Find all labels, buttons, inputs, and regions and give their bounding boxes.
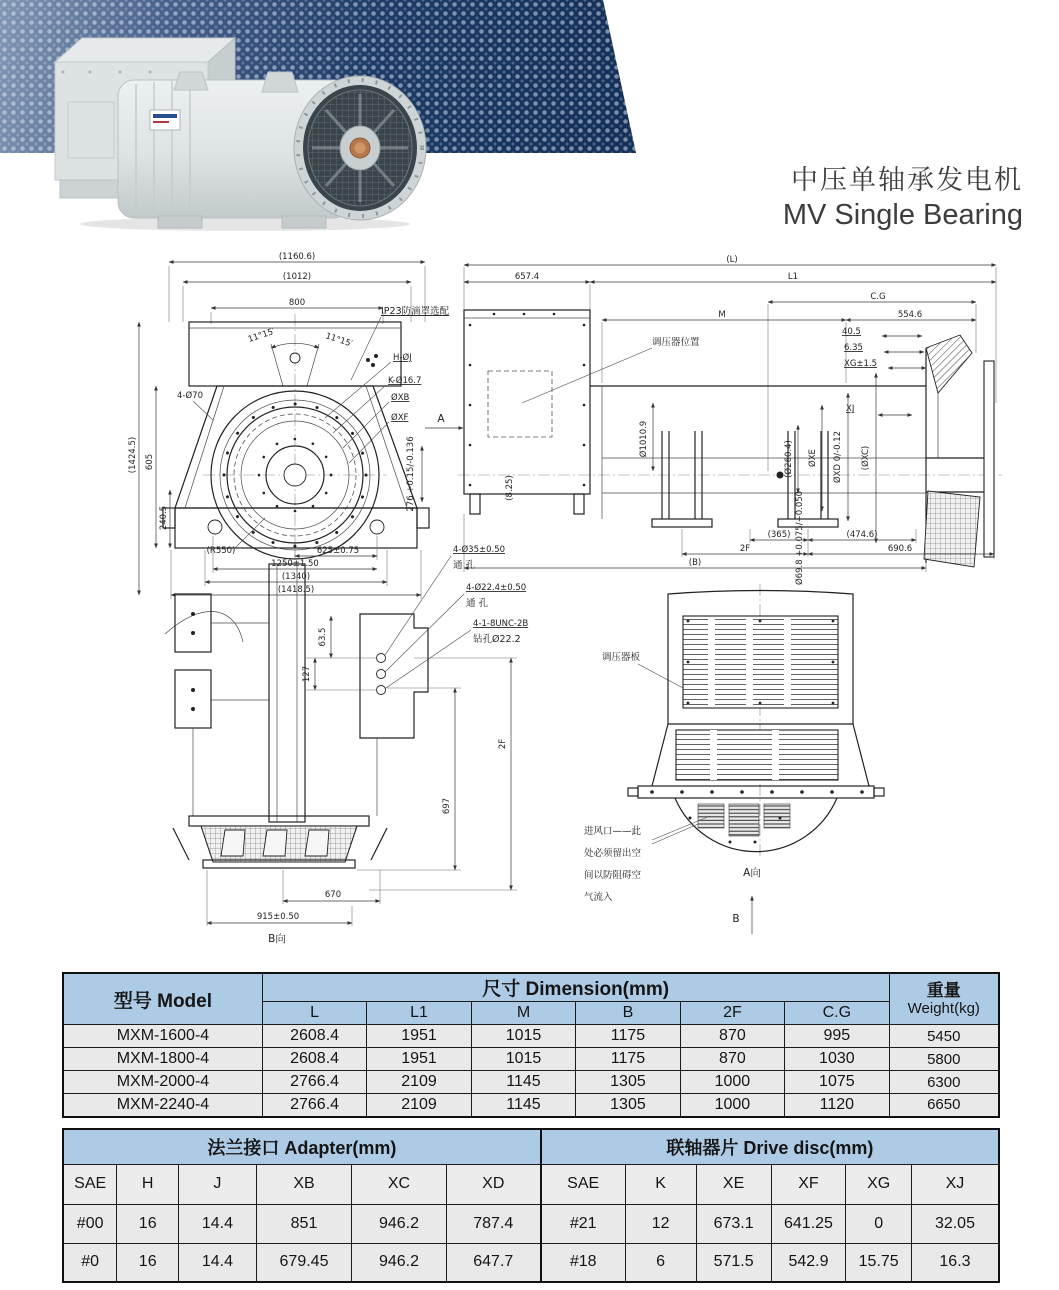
- column-header: J: [179, 1164, 257, 1204]
- table-cell: 1000: [680, 1071, 784, 1094]
- column-header: SAE: [541, 1164, 625, 1204]
- dim-label: (Ø260.4): [784, 440, 794, 478]
- weight-cell: 6650: [889, 1094, 999, 1117]
- dim-label: Ø69.8 +0.075/+0.050: [795, 490, 805, 585]
- dim-label: L1: [787, 272, 799, 282]
- column-header: XB: [256, 1164, 351, 1204]
- column-header: XD: [446, 1164, 541, 1204]
- dim-label: (1012): [282, 272, 312, 282]
- regulator-grille: [683, 616, 838, 708]
- table-row: [63, 1243, 999, 1282]
- adapter-group-header: 法兰接口 Adapter(mm): [63, 1129, 541, 1164]
- note-label: 气流入: [584, 892, 613, 903]
- cg-mark: [777, 472, 784, 479]
- column-header: L: [262, 1002, 366, 1025]
- dim-label: 657.4: [514, 272, 540, 282]
- column-header: SAE: [63, 1164, 117, 1204]
- table-row: [63, 1071, 999, 1094]
- adapter-section: [926, 335, 972, 393]
- dim-label: 276 +0.15/-0.136: [406, 436, 416, 512]
- table-cell: 6: [625, 1243, 696, 1282]
- lifting-lug: [262, 72, 298, 92]
- dim-label: 4-Ø35±0.50: [453, 545, 506, 555]
- dimension-group-header: 尺寸 Dimension(mm): [262, 973, 889, 1002]
- column-header: XJ: [911, 1164, 999, 1204]
- table-cell: 1120: [785, 1094, 889, 1117]
- table-cell: 851: [256, 1204, 351, 1243]
- model-cell: MXM-2240-4: [63, 1094, 262, 1117]
- dim-label: 915±0.50: [256, 912, 300, 922]
- table-cell: 12: [625, 1204, 696, 1243]
- dim-label: 2F: [498, 738, 508, 750]
- table-cell: #21: [541, 1204, 625, 1243]
- angle-label: 11°15′: [246, 326, 277, 345]
- note-label: 调压器板: [602, 652, 641, 663]
- dim-label: 800: [288, 298, 306, 308]
- dim-label: ØXE: [808, 449, 818, 467]
- table-cell: 946.2: [352, 1243, 447, 1282]
- table-cell: 641.25: [771, 1204, 846, 1243]
- column-header: XE: [696, 1164, 771, 1204]
- table-cell: 1030: [785, 1048, 889, 1071]
- dim-label: C.G: [870, 292, 886, 302]
- dim-label: Ø1010.9: [639, 420, 649, 458]
- dim-label: 通 孔: [466, 598, 489, 609]
- table-cell: 571.5: [696, 1243, 771, 1282]
- dim-label: 63.5: [318, 627, 328, 647]
- note-label: 进风口——此: [584, 826, 642, 837]
- drive-disc: [984, 361, 994, 557]
- dim-label: 4-Ø22.4±0.50: [466, 583, 527, 593]
- dim-label: ØXD 0/-0.12: [833, 430, 843, 484]
- table-cell: #00: [63, 1204, 117, 1243]
- dim-label: (1160.6): [278, 252, 316, 262]
- dim-label: ØXB: [391, 393, 410, 403]
- table-cell: 1000: [680, 1094, 784, 1117]
- dim-label: (365): [767, 530, 791, 540]
- table-cell: 995: [785, 1025, 889, 1048]
- column-header: 2F: [680, 1002, 784, 1025]
- note-label: 处必须留出空: [584, 848, 642, 859]
- dim-label: 4-1-8UNC-2B: [473, 619, 529, 629]
- table-cell: 2766.4: [262, 1094, 366, 1117]
- table-cell: 1175: [576, 1048, 680, 1071]
- table-cell: 2109: [367, 1071, 471, 1094]
- table-row: [63, 1025, 999, 1048]
- b-view-drawing: [155, 538, 560, 950]
- table-cell: 679.45: [256, 1243, 351, 1282]
- column-header: M: [471, 1002, 575, 1025]
- dim-label: 钻孔Ø22.2: [473, 634, 521, 645]
- dim-label: 4-Ø70: [177, 391, 203, 401]
- page-title: [783, 163, 1023, 233]
- table-cell: 647.7: [446, 1243, 541, 1282]
- intake-mesh: [924, 491, 980, 567]
- note-label: 调压器位置: [652, 337, 700, 348]
- dim-label: 697: [442, 797, 452, 815]
- table-cell: 1951: [367, 1025, 471, 1048]
- note-label: IP23防滴罩选配: [381, 306, 450, 317]
- table-row: [63, 1204, 999, 1243]
- table-cell: 15.75: [846, 1243, 912, 1282]
- dim-label: K-Ø16.7: [388, 376, 422, 386]
- table-cell: 32.05: [911, 1204, 999, 1243]
- table-cell: 1145: [471, 1071, 575, 1094]
- angle-label: 11°15′: [324, 331, 354, 350]
- column-header: L1: [367, 1002, 471, 1025]
- title-english: MV Single Bearing: [782, 199, 1023, 231]
- table-cell: 1145: [471, 1094, 575, 1117]
- dim-label: 2F: [739, 544, 751, 554]
- table-cell: 1305: [576, 1094, 680, 1117]
- dim-label: 605: [145, 453, 155, 471]
- note-label: 间以防阻碍空: [584, 870, 642, 881]
- dim-label: H-ØJ: [393, 353, 412, 363]
- dim-label: (474.6): [846, 530, 878, 540]
- dim-label: XG±1.5: [844, 359, 878, 369]
- dim-label: (ØXC): [861, 445, 871, 471]
- drive-disc-group-header: 联轴器片 Drive disc(mm): [541, 1129, 999, 1164]
- dim-label: 554.6: [897, 310, 923, 320]
- dim-label: ØXF: [391, 413, 409, 423]
- dim-label: 通 孔: [453, 560, 476, 571]
- lower-grille: [676, 730, 838, 780]
- dim-label: XJ: [846, 404, 855, 414]
- view-label: A向: [743, 867, 761, 879]
- table-cell: 787.4: [446, 1204, 541, 1243]
- column-header: B: [576, 1002, 680, 1025]
- view-label: B向: [268, 933, 286, 945]
- dim-label: 127: [302, 665, 312, 683]
- side-view-drawing: [450, 253, 1010, 585]
- dim-label: (1418.5): [277, 585, 315, 595]
- title-chinese: 中压单轴承发电机: [791, 165, 1023, 195]
- dim-label: 40.5: [842, 327, 861, 337]
- table-cell: 870: [680, 1048, 784, 1071]
- table-cell: 946.2: [352, 1204, 447, 1243]
- table-cell: 0: [846, 1204, 912, 1243]
- brand-nameplate: [150, 110, 180, 130]
- table-cell: 870: [680, 1025, 784, 1048]
- table-row: [63, 1094, 999, 1117]
- model-cell: MXM-1800-4: [63, 1048, 262, 1071]
- table-cell: 16.3: [911, 1243, 999, 1282]
- weight-column-header: [889, 973, 999, 1025]
- model-c ell: MXM-1600-4: [63, 1025, 262, 1048]
- dim-label: 690.6: [887, 544, 913, 554]
- column-header: K: [625, 1164, 696, 1204]
- model-cell: MXM-2000-4: [63, 1071, 262, 1094]
- dim-label: 240.5: [159, 505, 169, 531]
- table-cell: 2766.4: [262, 1071, 366, 1094]
- table-row: [63, 1048, 999, 1071]
- table-cell: 2109: [367, 1094, 471, 1117]
- dim-label: 6.35: [844, 343, 863, 353]
- dim-label: 1250±1.50: [271, 559, 319, 569]
- direction-label: B: [732, 913, 740, 925]
- dim-label: 670: [324, 890, 342, 900]
- weight-cell: 5800: [889, 1048, 999, 1071]
- column-header: XC: [352, 1164, 447, 1204]
- table-cell: 1075: [785, 1071, 889, 1094]
- dim-label: (L): [726, 255, 738, 265]
- table-cell: 14.4: [179, 1243, 257, 1282]
- table-cell: 14.4: [179, 1204, 257, 1243]
- weight-header-en: Weight(kg): [907, 1000, 980, 1017]
- weight-header-cn: 重量: [926, 981, 961, 1000]
- weight-cell: 5450: [889, 1025, 999, 1048]
- section-arrow-label: A: [437, 413, 445, 425]
- dim-label: (B): [688, 558, 702, 568]
- dim-label: M: [718, 310, 726, 320]
- dim-label: (8.25): [505, 475, 515, 501]
- table-cell: 1951: [367, 1048, 471, 1071]
- table-cell: 1305: [576, 1071, 680, 1094]
- table-cell: 2608.4: [262, 1025, 366, 1048]
- model-column-header: 型号 Model: [63, 973, 262, 1025]
- column-header: C.G: [785, 1002, 889, 1025]
- table-cell: #18: [541, 1243, 625, 1282]
- dimension-table: [62, 972, 1000, 1118]
- table-cell: #0: [63, 1243, 117, 1282]
- dim-label: (1340): [281, 572, 311, 582]
- table-cell: 542.9: [771, 1243, 846, 1282]
- table-cell: 16: [117, 1204, 179, 1243]
- table-cell: 16: [117, 1243, 179, 1282]
- column-header: XG: [846, 1164, 912, 1204]
- lifting-lug: [174, 72, 208, 90]
- dim-label: (R550): [206, 546, 236, 556]
- weight-cell: 6300: [889, 1071, 999, 1094]
- table-cell: 673.1: [696, 1204, 771, 1243]
- table-cell: 2608.4: [262, 1048, 366, 1071]
- dim-label: 625±0.75: [316, 546, 360, 556]
- adapter-drive-disc-table: [62, 1128, 1000, 1283]
- table-cell: 1175: [576, 1025, 680, 1048]
- a-view-drawing: [580, 578, 930, 970]
- column-header: H: [117, 1164, 179, 1204]
- terminal-box-top: [55, 38, 235, 62]
- table-cell: 1015: [471, 1048, 575, 1071]
- column-header: XF: [771, 1164, 846, 1204]
- generator-photo: [30, 14, 440, 236]
- dim-label: (1424.5): [128, 436, 138, 474]
- table-cell: 1015: [471, 1025, 575, 1048]
